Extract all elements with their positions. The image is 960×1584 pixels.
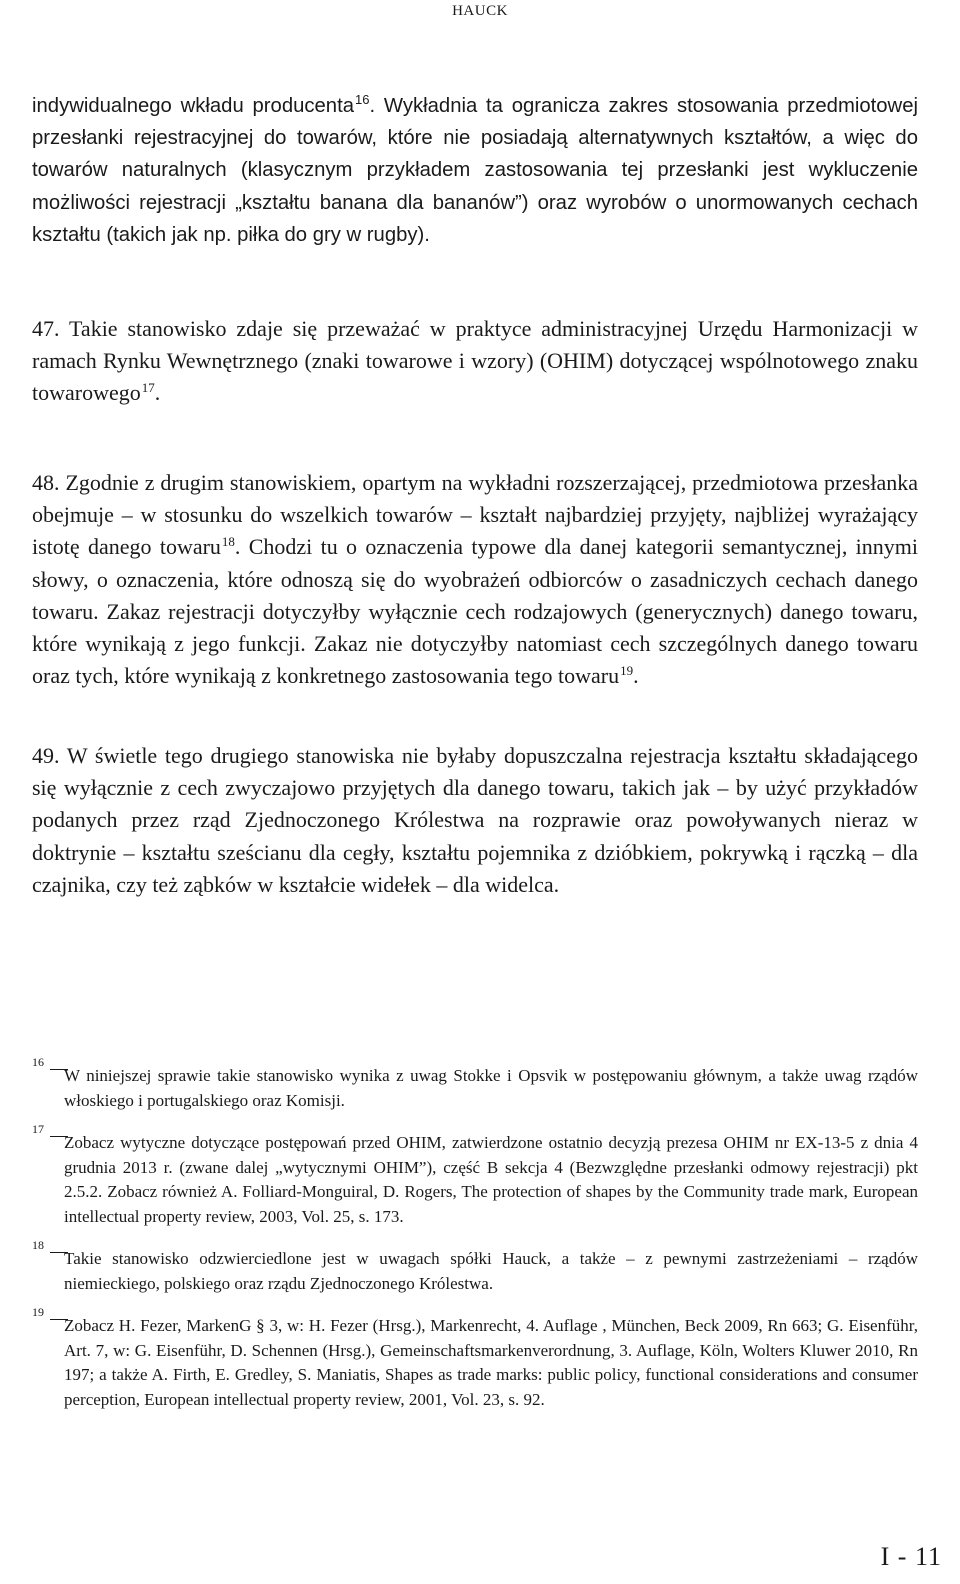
paragraph-text: . <box>154 380 161 406</box>
footnote-text: Zobacz wytyczne dotyczące postępowań przed OHIM, zatwierdzone ostatnio decyzją prezesa OHIM nr EX-13-5 z dnia 4 grudnia 2013 r. (zwane dalej „wytycznymi OHIM”), część B sekcja 4 (Bezwzględne przesłanki odmowy rejestracji) pkt 2.5.2. Zobacz również A. Folliard-Monguiral, D. Rogers, The protection of shapes by the Community trade mark, European intellectual property review, 2003, Vol. 25, s. 173. <box>64 1133 918 1226</box>
footnote-text: W niniejszej sprawie takie stanowisko wynika z uwag Stokke i Opsvik w postępowaniu głównym, a także uwag rządów włoskiego i portugalskiego oraz Komisji. <box>64 1066 918 1110</box>
footnote-marker <box>32 1239 68 1251</box>
footnote-number: 19 <box>32 1305 44 1319</box>
footnote-17 <box>32 1122 918 1229</box>
paragraph-text: . <box>633 663 639 689</box>
footnote-dash <box>50 1252 68 1253</box>
paragraph-49 <box>32 740 918 901</box>
footnote-marker <box>32 1056 68 1068</box>
paragraph-text: Zgodnie z drugim stanowiskiem, opartym na wykładni rozszerzającej, przedmiotowa przesłanka obejmuje – w stosunku do wszelkich towarów – kształt najbardziej przyjęty, najbliżej wyrażający istotę danego towaru <box>32 470 918 560</box>
paragraph-number: 49. <box>32 743 60 768</box>
page-number: I - 11 <box>880 1542 942 1571</box>
footnote-dash <box>50 1136 68 1137</box>
footnote-18 <box>32 1238 918 1296</box>
running-header: HAUCK <box>452 3 508 19</box>
footnote-text: Zobacz H. Fezer, MarkenG § 3, w: H. Fezer (Hrsg.), Markenrecht, 4. Auflage , München, Beck 2009, Rn 663; G. Eisenführ, Art. 7, w: G. Eisenführ, D. Schennen (Hrsg.), Gemeinschaftsmarkenverordnung, 3. Auflage, Köln, Wolters Kluwer 2010, Rn 197; a także A. Firth, E. Gredley, S. Maniatis, Shapes as trade marks: public policy, functional considerations and consumer perception, European intellectual property review, 2001, Vol. 23, s. 92. <box>64 1316 918 1409</box>
paragraph-text: . Wykładnia ta ogranicza zakres stosowania przedmiotowej przesłanki rejestracyjnej do towarów, które nie posiadają alternatywnych kształtów, a więc do towarów naturalnych (klasycznym przykładem zastosowania tej przesłanki jest wykluczenie możliwości rejestracji „kształtu banana dla bananów”) oraz wyrobów o unormowanych cechach kształtu (takich jak np. piłka do gry w rugby). <box>32 95 918 246</box>
paragraph-48 <box>32 467 918 692</box>
paragraph-number: 47. <box>32 316 60 341</box>
footnote-reference[interactable]: 16 <box>355 92 370 108</box>
footnote-dash <box>50 1319 68 1320</box>
paragraph-text: Takie stanowisko zdaje się przeważać w praktyce administracyjnej Urzędu Harmonizacji w ramach Rynku Wewnętrznego (znaki towarowe i wzory) (OHIM) dotyczącej wspólnotowego znaku towarowego <box>32 316 918 406</box>
paragraph-47 <box>32 313 918 410</box>
footnote-reference[interactable]: 18 <box>221 534 235 550</box>
paragraph-number: 48. <box>32 470 60 495</box>
footnote-dash <box>50 1069 68 1070</box>
footnote-marker <box>32 1123 68 1135</box>
footnote-number: 16 <box>32 1055 44 1069</box>
footnote-16 <box>32 1055 918 1113</box>
footnote-reference[interactable]: 19 <box>620 662 634 678</box>
paragraph-text: W świetle tego drugiego stanowiska nie byłaby dopuszczalna rejestracja kształtu składającego się wyłącznie z cech zwyczajowo przyjętych dla danego towaru, takich jak – by użyć przykładów podanych przez rząd Zjednoczonego Królestwa na rozprawie oraz powoływanych nieraz w doktrynie – kształtu sześcianu dla cegły, kształtu pojemnika z dzióbkiem, pokrywką i rączką – dla czajnika, czy też ząbków w kształcie widełek – dla widelca. <box>32 743 918 897</box>
footnote-number: 17 <box>32 1122 44 1136</box>
paragraph-text: . Chodzi tu o oznaczenia typowe dla danej kategorii semantycznej, innymi słowy, o oznaczenia, które odnoszą się do wyobrażeń odbiorców o zasadniczych cechach danego towaru. Zakaz rejestracji dotyczyłby wyłącznie cech rodzajowych (generycznych) danego towaru, które wynikają z jego funkcji. Zakaz nie dotyczyłby natomiast cech szczególnych danego towaru oraz tych, które wynikają z konkretnego zastosowania tego towaru <box>32 534 918 689</box>
paragraph-text: indywidualnego wkładu producenta <box>32 95 354 117</box>
footnotes-section <box>32 1055 918 1430</box>
footnote-reference[interactable]: 17 <box>141 380 155 396</box>
paragraph-46-continuation <box>32 90 918 251</box>
footnote-text: Takie stanowisko odzwierciedlone jest w uwagach spółki Hauck, a także – z pewnymi zastrzeżeniami – rządów niemieckiego, polskiego oraz rządu Zjednoczonego Królestwa. <box>64 1249 918 1293</box>
footnote-number: 18 <box>32 1238 44 1252</box>
footnote-marker <box>32 1306 68 1318</box>
footnote-19 <box>32 1305 918 1412</box>
